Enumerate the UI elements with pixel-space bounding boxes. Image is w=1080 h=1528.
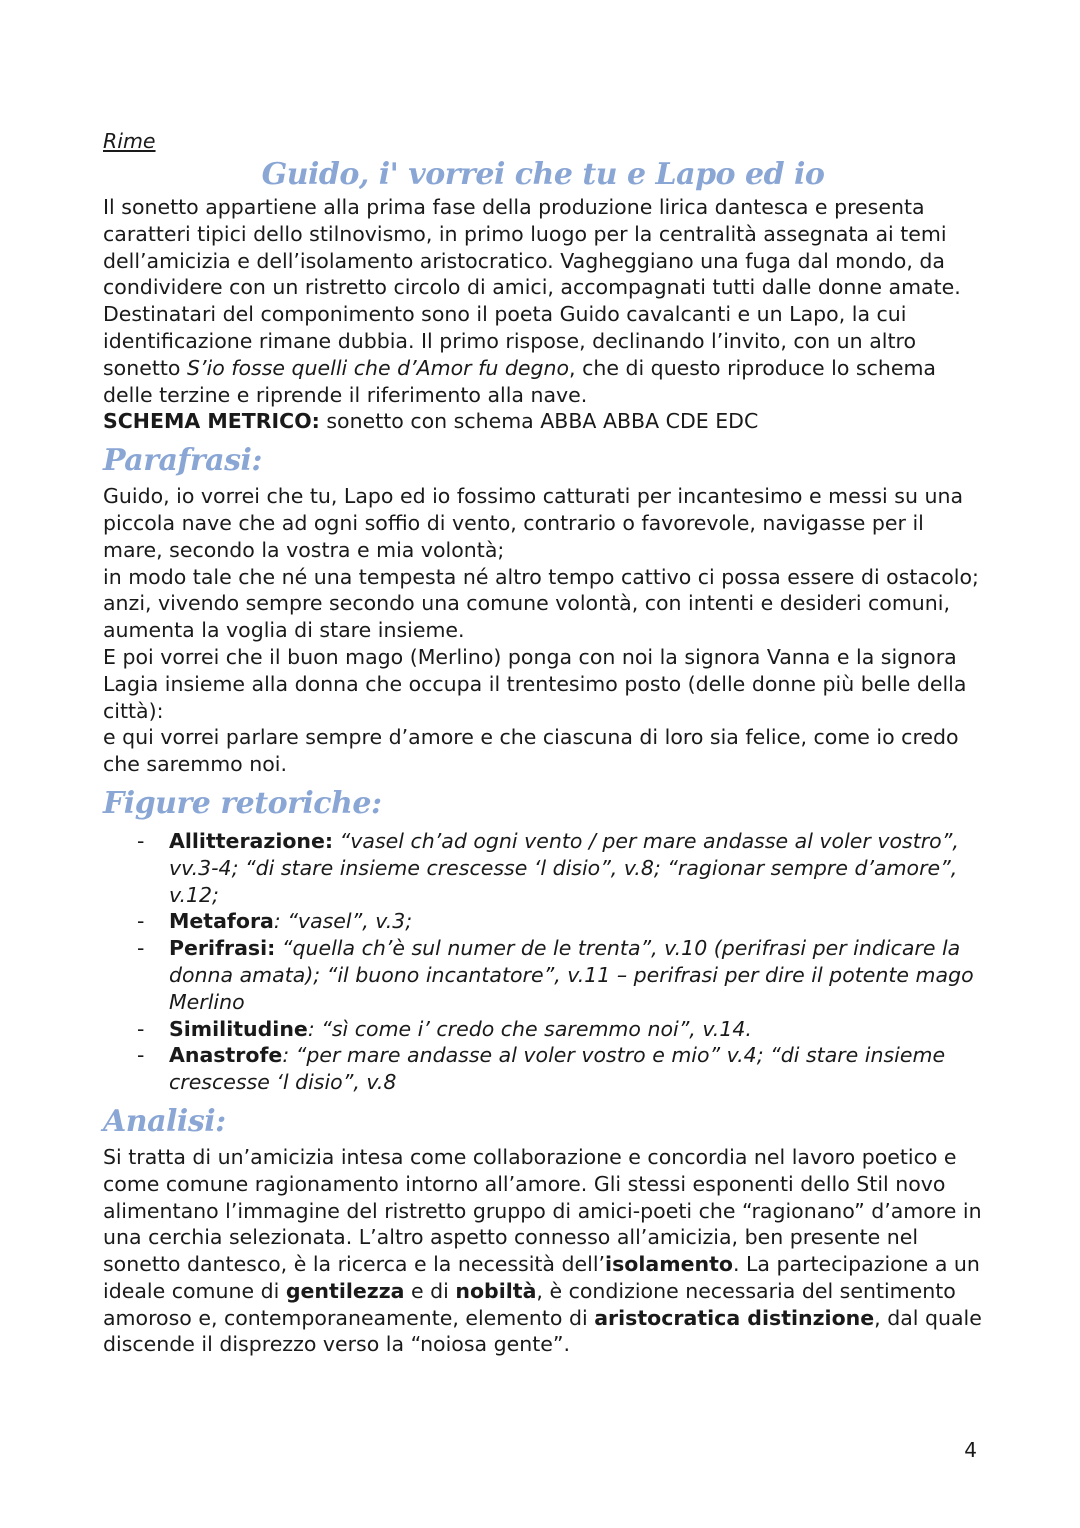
parafrasi-body	[103, 483, 983, 778]
figure-label: Similitudine	[169, 1016, 308, 1041]
parafrasi-heading: Parafrasi:	[103, 443, 262, 479]
analisi-text: . La partecipazione a un ideale comune di	[103, 1252, 980, 1303]
figure-retoriche-heading: Figure retoriche:	[103, 785, 382, 821]
section-label: Rime	[103, 129, 156, 153]
figure-text: “quella ch’è sul numer de le trenta”, v.10 (perifrasi per indicare la donna amata); “il buono incantatore”, v.11 – perifrasi per dire il potente mago Merlino	[169, 936, 974, 1014]
dash-bullet: -	[137, 909, 145, 934]
list-item	[103, 1016, 983, 1043]
analisi-text: Si tratta di un’amicizia intesa come collaborazione e concordia nel lavoro poetico e come comune ragionamento intorno all’amore. Gli stessi esponenti dello Stil novo alimentano l’immagine del ristretto gruppo di amici-poeti che “ragionano” d’amore in una cerchia selezionata. L’altro aspetto connesso all’amicizia, ben presente nel sonetto dantesco, è la ricerca e la necessità dell’	[103, 1144, 982, 1277]
figure-text: : “per mare andasse al voler vostro e mio” v.4; “di stare insieme crescesse ‘l disio”, v.8	[169, 1043, 946, 1095]
dash-bullet: -	[137, 1043, 145, 1068]
cavalcanti-sonnet-title: S’io fosse quelli che d’Amor fu degno	[186, 355, 570, 380]
page-number: 4	[964, 1438, 977, 1462]
document-page	[103, 128, 983, 1358]
metric-value: sonetto con schema ABBA ABBA CDE EDC	[319, 409, 759, 434]
list-item	[103, 908, 983, 935]
figure-text: “vasel ch’ad ogni vento / per mare andasse al voler vostro”, vv.3-4; “di stare insieme crescesse ‘l disio”, v.8; “ragionar sempre d’amore”, v.12;	[169, 828, 959, 907]
parafrasi-line: in modo tale che né una tempesta né altro tempo cattivo ci possa essere di ostacolo; anzi, vivendo sempre secondo una comune volontà, con intenti e desideri comuni, aumenta la voglia di stare insieme.	[103, 564, 979, 643]
analisi-text: , è condizione necessaria del sentimento amoroso e, contemporaneamente, elemento di	[103, 1278, 956, 1330]
figure-text: : “sì come i’ credo che saremmo noi”, v.14.	[307, 1016, 752, 1041]
intro-p2-text-a: Destinatari del componimento sono il poeta Guido cavalcanti e un Lapo, la cui identificazione rimane dubbia. Il primo rispose, declinando l’invito, con un altro sonetto	[103, 302, 917, 380]
metric-scheme	[103, 408, 983, 435]
list-item	[103, 935, 983, 1015]
analisi-heading: Analisi:	[103, 1103, 226, 1139]
intro-paragraph-2	[103, 301, 983, 408]
figure-label: Anastrofe	[169, 1043, 283, 1068]
parafrasi-line: E poi vorrei che il buon mago (Merlino) ponga con noi la signora Vanna e la signora Lagia insieme alla donna che occupa il trentesimo posto (delle donne più belle della città):	[103, 644, 967, 723]
figure-label: Metafora	[169, 909, 274, 934]
dash-bullet: -	[137, 936, 145, 961]
figure-text: : “vasel”, v.3;	[273, 909, 413, 934]
intro-paragraph-1: Il sonetto appartiene alla prima fase della produzione lirica dantesca e presenta caratteri tipici dello stilnovismo, in primo luogo per la centralità assegnata ai temi dell’amicizia e dell’isolamento aristocratico. Vagheggiano una fuga dal mondo, da condividere con un ristretto circolo di amici, accompagnati tutti dalle donne amate.	[103, 195, 961, 300]
poem-title: Guido, i' vorrei che tu e Lapo ed io	[261, 157, 825, 192]
dash-bullet: -	[137, 828, 145, 853]
analisi-bold: isolamento	[605, 1252, 733, 1277]
analisi-text: , dal quale discende il disprezzo verso la “noiosa gente”.	[103, 1305, 982, 1357]
intro-p2-text-b: , che di questo riproduce lo schema delle terzine e riprende il riferimento alla nave.	[103, 355, 936, 407]
figure-label: Perifrasi:	[169, 936, 276, 961]
analisi-bold: aristocratica distinzione	[594, 1305, 875, 1330]
analisi-bold: nobiltà	[455, 1278, 537, 1303]
analisi-paragraph	[103, 1144, 983, 1358]
parafrasi-line: e qui vorrei parlare sempre d’amore e che ciascuna di loro sia felice, come io credo che saremmo noi.	[103, 725, 959, 777]
parafrasi-line: Guido, io vorrei che tu, Lapo ed io fossimo catturati per incantesimo e messi su una piccola nave che ad ogni soffio di vento, contrario o favorevole, navigasse per il mare, secondo la vostra e mia volontà;	[103, 484, 964, 562]
analisi-bold: gentilezza	[285, 1278, 405, 1303]
list-item	[103, 1042, 983, 1096]
list-item	[103, 828, 983, 908]
figure-retoriche-list	[103, 828, 983, 1096]
dash-bullet: -	[137, 1016, 145, 1041]
metric-label: SCHEMA METRICO:	[103, 409, 320, 434]
analisi-text: e di	[404, 1278, 456, 1303]
figure-label: Allitterazione:	[169, 828, 334, 853]
